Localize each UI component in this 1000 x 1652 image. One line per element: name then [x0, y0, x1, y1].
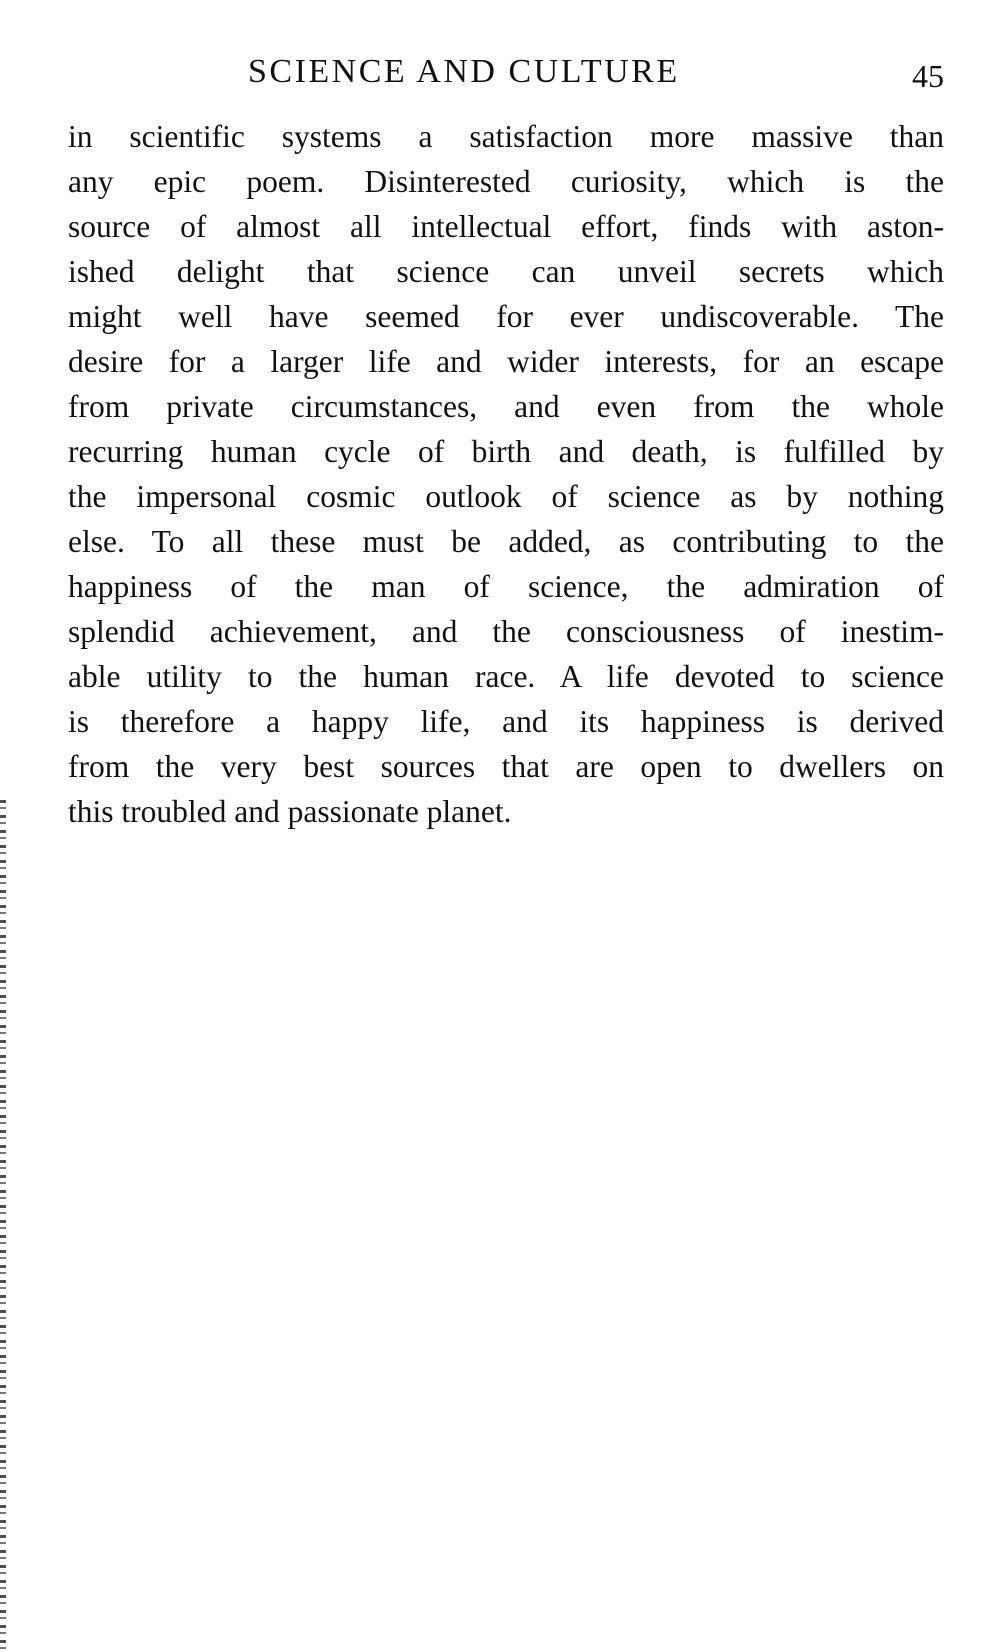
- running-title: SCIENCE AND CULTURE: [248, 53, 680, 90]
- body-paragraph: [68, 114, 944, 834]
- text-line: from the very best sources that are open to dwellers on: [68, 749, 944, 784]
- scanned-gutter-edge: [0, 800, 6, 1652]
- text-line: desire for a larger life and wider interests, for an escape: [68, 344, 944, 379]
- text-line: might well have seemed for ever undiscoverable. The: [68, 299, 944, 334]
- page-number: 45: [912, 58, 944, 94]
- text-line-last: this troubled and passionate planet.: [68, 794, 512, 829]
- text-line: able utility to the human race. A life devoted to science: [68, 659, 944, 694]
- text-line: is therefore a happy life, and its happiness is derived: [68, 704, 944, 739]
- text-line: source of almost all intellectual effort, finds with aston-: [68, 209, 944, 244]
- text-line: ished delight that science can unveil secrets which: [68, 254, 944, 289]
- text-line: splendid achievement, and the consciousness of inestim-: [68, 614, 944, 649]
- text-line: the impersonal cosmic outlook of science as by nothing: [68, 479, 944, 514]
- text-line: any epic poem. Disinterested curiosity, which is the: [68, 164, 944, 199]
- text-line: from private circumstances, and even from the whole: [68, 389, 944, 424]
- text-line: in scientific systems a satisfaction more massive than: [68, 119, 944, 154]
- text-line: recurring human cycle of birth and death, is fulfilled by: [68, 434, 944, 469]
- text-line: else. To all these must be added, as contributing to the: [68, 524, 944, 559]
- running-head: [68, 52, 944, 92]
- text-line: happiness of the man of science, the admiration of: [68, 569, 944, 604]
